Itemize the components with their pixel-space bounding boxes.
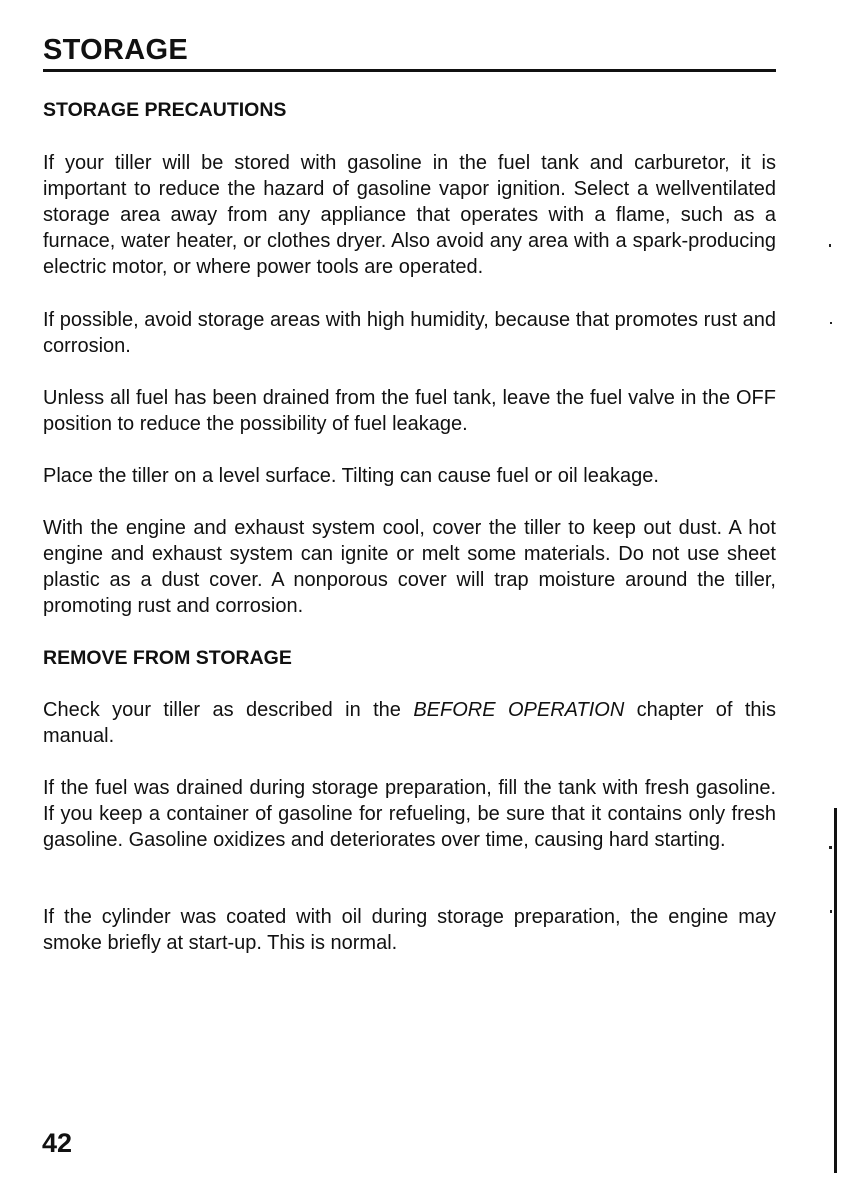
paragraph-check-tiller <box>43 697 776 749</box>
page-title: STORAGE <box>43 34 188 66</box>
page-number: 42 <box>42 1128 73 1158</box>
scan-speck <box>830 322 832 324</box>
scan-speck <box>830 910 832 913</box>
section-heading-remove-from-storage: REMOVE FROM STORAGE <box>43 647 292 669</box>
paragraph-fuel-valve: Unless all fuel has been drained from the fuel tank, leave the fuel valve in the OFF position to reduce the possibility of fuel leakage. <box>43 387 776 435</box>
paragraph-dust-cover: With the engine and exhaust system cool, cover the tiller to keep out dust. A hot engine and exhaust system can ignite or melt some materials. Do not use sheet plastic as a dust cover. A nonporous cover will trap moisture around the tiller, promoting rust and corrosion. <box>43 517 776 617</box>
scan-speck <box>829 846 832 849</box>
paragraph-humidity: If possible, avoid storage areas with high humidity, because that promotes rust and corrosion. <box>43 309 776 357</box>
paragraph-level-surface: Place the tiller on a level surface. Tilting can cause fuel or oil leakage. <box>43 465 659 487</box>
section-heading-storage-precautions: STORAGE PRECAUTIONS <box>43 99 287 121</box>
title-rule <box>43 69 776 72</box>
paragraph-fuel-vapor: If your tiller will be stored with gasoline in the fuel tank and carburetor, it is important to reduce the hazard of gasoline vapor ignition. Select a wellventilated storage area away from any appliance that operates with a flame, such as a furnace, water heater, or clothes dryer. Also avoid any area with a spark-producing electric motor, or where power tools are operated. <box>43 152 776 278</box>
scan-speck <box>829 244 831 247</box>
scan-edge-bar <box>834 808 837 1173</box>
check-tiller-text-end: chapter of this manual. <box>43 699 776 747</box>
check-tiller-text-start: Check your tiller as described in the <box>43 699 414 721</box>
paragraph-engine-smoke: If the cylinder was coated with oil during storage preparation, the engine may smoke briefly at start-up. This is normal. <box>43 906 776 954</box>
paragraph-fresh-gasoline: If the fuel was drained during storage preparation, fill the tank with fresh gasoline. If you keep a container of gasoline for refueling, be sure that it contains only fresh gasoline. Gasoline oxidizes and deteriorates over time, causing hard starting. <box>43 777 776 851</box>
before-operation-reference: BEFORE OPERATION <box>413 699 625 721</box>
